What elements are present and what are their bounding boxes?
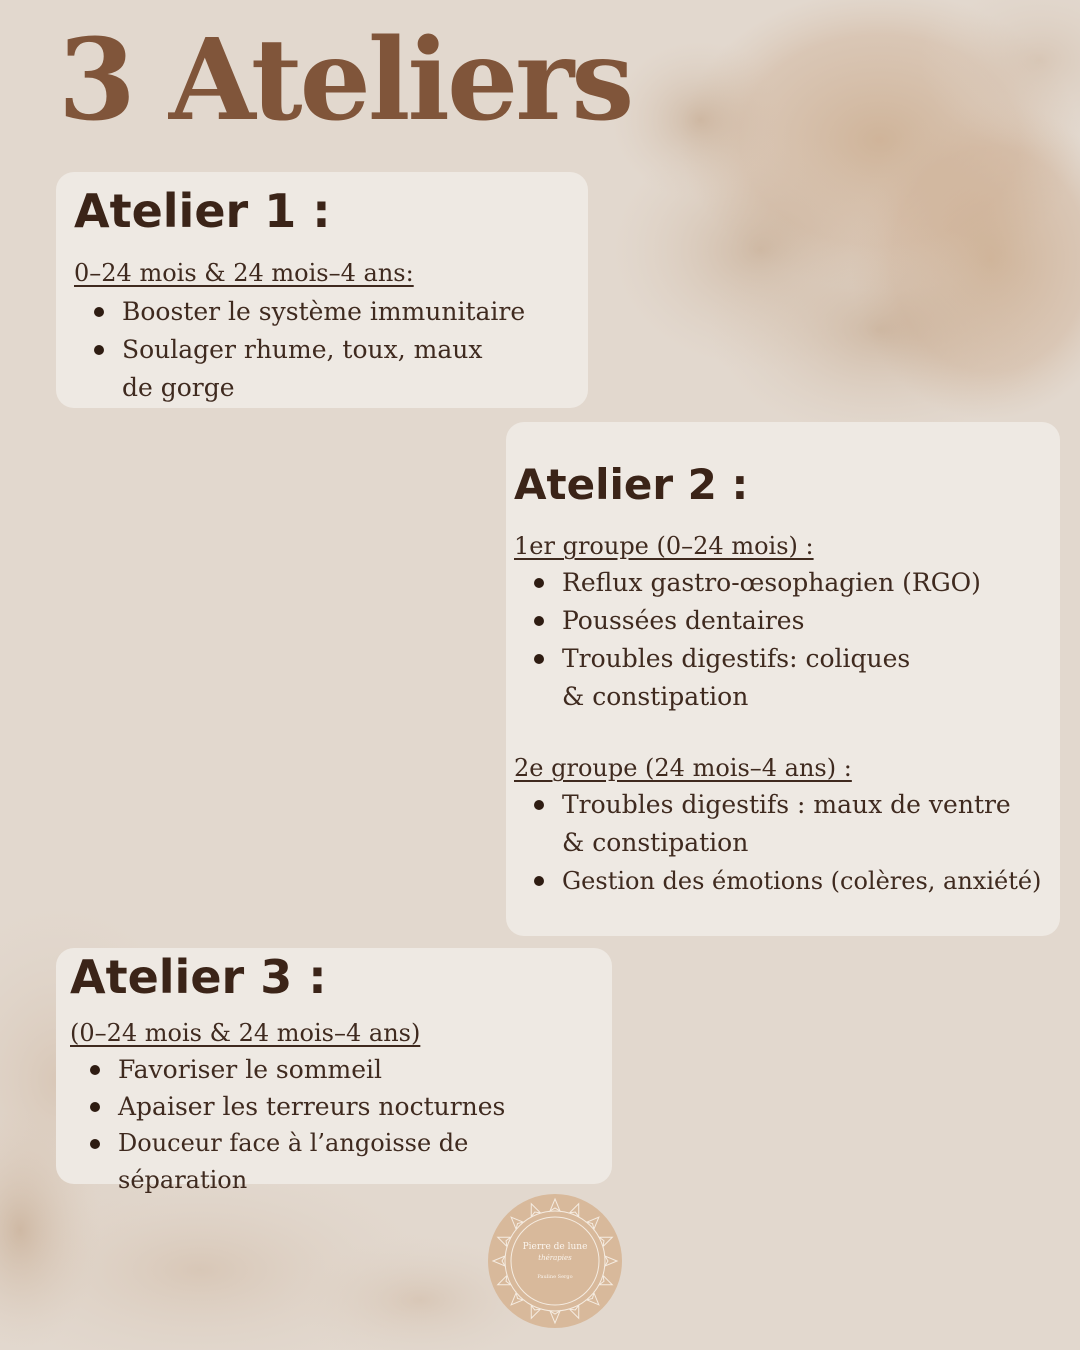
atelier-1-list (74, 293, 570, 407)
atelier-3-list (70, 1051, 598, 1199)
list-item: Apaiser les terreurs nocturnes (70, 1088, 598, 1125)
atelier-2-group-1-list (514, 564, 1052, 716)
atelier-3-heading: Atelier 3 : (70, 950, 327, 1004)
atelier-2-heading: Atelier 2 : (514, 460, 749, 509)
atelier-3-card (56, 948, 612, 1195)
brand-logo (488, 1194, 622, 1328)
list-item: Gestion des émotions (colères, anxiété) (514, 862, 1052, 900)
list-item: Douceur face à l’angoisse de séparation (70, 1125, 598, 1199)
logo-small-text: Pauline Sergo (537, 1273, 573, 1280)
atelier-2-group-2-label: 2e groupe (24 mois–4 ans) : (514, 754, 852, 783)
list-item: Poussées dentaires (514, 602, 1052, 640)
list-item: Soulager rhume, toux, maux de gorge (74, 331, 570, 407)
list-item: Reflux gastro-œsophagien (RGO) (514, 564, 1052, 602)
atelier-2-group-2-list (514, 786, 1052, 900)
atelier-3-group-label: (0–24 mois & 24 mois–4 ans) (70, 1019, 421, 1048)
atelier-1-card (56, 172, 588, 408)
atelier-1-heading: Atelier 1 : (74, 184, 331, 238)
atelier-2-card (506, 422, 1060, 936)
list-item: Favoriser le sommeil (70, 1051, 598, 1088)
atelier-1-group-label: 0–24 mois & 24 mois–4 ans: (74, 259, 414, 288)
page-title: 3 Ateliers (58, 15, 632, 146)
logo-name: Pierre de lune (522, 1241, 588, 1252)
atelier-2-group-1-label: 1er groupe (0–24 mois) : (514, 532, 814, 561)
logo-subtitle: thérapies (538, 1253, 572, 1262)
list-item: Booster le système immunitaire (74, 293, 570, 331)
list-item: Troubles digestifs : maux de ventre & constipation (514, 786, 1052, 862)
list-item: Troubles digestifs: coliques & constipation (514, 640, 1052, 716)
